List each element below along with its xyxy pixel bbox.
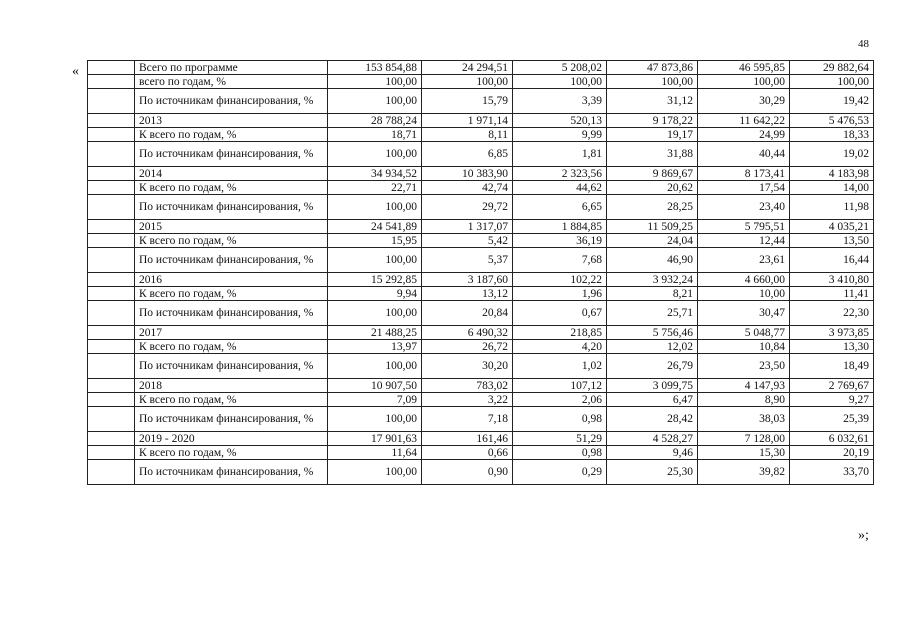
value-cell: 24 294,51 — [422, 61, 513, 75]
quote-open: « — [72, 64, 79, 79]
value-cell: 0,98 — [513, 407, 607, 432]
value-cell: 5,42 — [422, 234, 513, 248]
value-cell: 100,00 — [328, 248, 422, 273]
empty-cell — [88, 301, 135, 326]
value-cell: 28,25 — [607, 195, 698, 220]
value-cell: 520,13 — [513, 114, 607, 128]
empty-cell — [88, 432, 135, 446]
row-label: 2014 — [135, 167, 328, 181]
value-cell: 13,12 — [422, 287, 513, 301]
value-cell: 31,88 — [607, 142, 698, 167]
table-row — [88, 234, 874, 248]
empty-cell — [88, 393, 135, 407]
value-cell: 29,72 — [422, 195, 513, 220]
empty-cell — [88, 89, 135, 114]
value-cell: 11,98 — [790, 195, 874, 220]
value-cell: 8,90 — [698, 393, 790, 407]
value-cell: 23,40 — [698, 195, 790, 220]
value-cell: 18,49 — [790, 354, 874, 379]
row-label: 2017 — [135, 326, 328, 340]
value-cell: 11 642,22 — [698, 114, 790, 128]
table-row — [88, 393, 874, 407]
value-cell: 100,00 — [328, 460, 422, 485]
table-row — [88, 460, 874, 485]
table-body — [88, 61, 874, 485]
empty-cell — [88, 128, 135, 142]
value-cell: 8 173,41 — [698, 167, 790, 181]
row-label: 2019 - 2020 — [135, 432, 328, 446]
value-cell: 6 490,32 — [422, 326, 513, 340]
value-cell: 19,42 — [790, 89, 874, 114]
empty-cell — [88, 167, 135, 181]
empty-cell — [88, 195, 135, 220]
value-cell: 15,79 — [422, 89, 513, 114]
empty-cell — [88, 326, 135, 340]
table-row — [88, 75, 874, 89]
empty-cell — [88, 460, 135, 485]
value-cell: 34 934,52 — [328, 167, 422, 181]
value-cell: 25,39 — [790, 407, 874, 432]
value-cell: 6,47 — [607, 393, 698, 407]
value-cell: 8,11 — [422, 128, 513, 142]
empty-cell — [88, 340, 135, 354]
row-label: 2013 — [135, 114, 328, 128]
table-row — [88, 407, 874, 432]
value-cell: 24 541,89 — [328, 220, 422, 234]
value-cell: 7 128,00 — [698, 432, 790, 446]
value-cell: 11,41 — [790, 287, 874, 301]
value-cell: 1 971,14 — [422, 114, 513, 128]
value-cell: 26,79 — [607, 354, 698, 379]
value-cell: 5 476,53 — [790, 114, 874, 128]
value-cell: 40,44 — [698, 142, 790, 167]
value-cell: 4,20 — [513, 340, 607, 354]
table-row — [88, 195, 874, 220]
value-cell: 153 854,88 — [328, 61, 422, 75]
value-cell: 783,02 — [422, 379, 513, 393]
empty-cell — [88, 234, 135, 248]
empty-cell — [88, 181, 135, 195]
value-cell: 5 048,77 — [698, 326, 790, 340]
empty-cell — [88, 379, 135, 393]
row-label: По источникам финансирования, % — [135, 89, 328, 114]
value-cell: 161,46 — [422, 432, 513, 446]
value-cell: 100,00 — [790, 75, 874, 89]
value-cell: 100,00 — [607, 75, 698, 89]
table-row — [88, 167, 874, 181]
table-row — [88, 340, 874, 354]
table-row — [88, 142, 874, 167]
value-cell: 44,62 — [513, 181, 607, 195]
value-cell: 1 884,85 — [513, 220, 607, 234]
value-cell: 17 901,63 — [328, 432, 422, 446]
row-label: По источникам финансирования, % — [135, 195, 328, 220]
table-row — [88, 114, 874, 128]
value-cell: 100,00 — [328, 89, 422, 114]
table-row — [88, 128, 874, 142]
row-label: 2015 — [135, 220, 328, 234]
row-label: По источникам финансирования, % — [135, 460, 328, 485]
row-label: всего по годам, % — [135, 75, 328, 89]
value-cell: 3 099,75 — [607, 379, 698, 393]
value-cell: 11 509,25 — [607, 220, 698, 234]
value-cell: 9,94 — [328, 287, 422, 301]
value-cell: 28,42 — [607, 407, 698, 432]
row-label: По источникам финансирования, % — [135, 407, 328, 432]
value-cell: 218,85 — [513, 326, 607, 340]
value-cell: 5 208,02 — [513, 61, 607, 75]
value-cell: 2 323,56 — [513, 167, 607, 181]
empty-cell — [88, 61, 135, 75]
value-cell: 20,62 — [607, 181, 698, 195]
value-cell: 100,00 — [698, 75, 790, 89]
value-cell: 0,67 — [513, 301, 607, 326]
value-cell: 18,33 — [790, 128, 874, 142]
table-row — [88, 273, 874, 287]
value-cell: 25,30 — [607, 460, 698, 485]
value-cell: 10 383,90 — [422, 167, 513, 181]
value-cell: 23,61 — [698, 248, 790, 273]
value-cell: 2,06 — [513, 393, 607, 407]
value-cell: 7,18 — [422, 407, 513, 432]
row-label: По источникам финансирования, % — [135, 301, 328, 326]
value-cell: 3 932,24 — [607, 273, 698, 287]
empty-cell — [88, 407, 135, 432]
value-cell: 39,82 — [698, 460, 790, 485]
value-cell: 26,72 — [422, 340, 513, 354]
value-cell: 102,22 — [513, 273, 607, 287]
value-cell: 42,74 — [422, 181, 513, 195]
value-cell: 9,99 — [513, 128, 607, 142]
value-cell: 3 410,80 — [790, 273, 874, 287]
value-cell: 46,90 — [607, 248, 698, 273]
value-cell: 47 873,86 — [607, 61, 698, 75]
value-cell: 9,27 — [790, 393, 874, 407]
empty-cell — [88, 287, 135, 301]
row-label: К всего по годам, % — [135, 128, 328, 142]
value-cell: 4 147,93 — [698, 379, 790, 393]
value-cell: 14,00 — [790, 181, 874, 195]
value-cell: 22,30 — [790, 301, 874, 326]
value-cell: 19,17 — [607, 128, 698, 142]
table-row — [88, 181, 874, 195]
row-label: Всего по программе — [135, 61, 328, 75]
empty-cell — [88, 273, 135, 287]
value-cell: 31,12 — [607, 89, 698, 114]
value-cell: 17,54 — [698, 181, 790, 195]
table-row — [88, 379, 874, 393]
table-row — [88, 446, 874, 460]
value-cell: 46 595,85 — [698, 61, 790, 75]
value-cell: 51,29 — [513, 432, 607, 446]
value-cell: 3 973,85 — [790, 326, 874, 340]
value-cell: 0,66 — [422, 446, 513, 460]
value-cell: 11,64 — [328, 446, 422, 460]
value-cell: 100,00 — [328, 354, 422, 379]
empty-cell — [88, 220, 135, 234]
value-cell: 16,44 — [790, 248, 874, 273]
value-cell: 24,99 — [698, 128, 790, 142]
row-label: По источникам финансирования, % — [135, 142, 328, 167]
value-cell: 15,30 — [698, 446, 790, 460]
value-cell: 12,44 — [698, 234, 790, 248]
value-cell: 9,46 — [607, 446, 698, 460]
row-label: 2016 — [135, 273, 328, 287]
value-cell: 19,02 — [790, 142, 874, 167]
quote-close: »; — [858, 528, 869, 543]
value-cell: 25,71 — [607, 301, 698, 326]
empty-cell — [88, 248, 135, 273]
value-cell: 29 882,64 — [790, 61, 874, 75]
row-label: К всего по годам, % — [135, 234, 328, 248]
value-cell: 4 528,27 — [607, 432, 698, 446]
value-cell: 3 187,60 — [422, 273, 513, 287]
table-row — [88, 287, 874, 301]
value-cell: 13,50 — [790, 234, 874, 248]
value-cell: 100,00 — [328, 142, 422, 167]
empty-cell — [88, 354, 135, 379]
row-label: К всего по годам, % — [135, 446, 328, 460]
value-cell: 1,81 — [513, 142, 607, 167]
value-cell: 1,02 — [513, 354, 607, 379]
value-cell: 30,29 — [698, 89, 790, 114]
value-cell: 6,85 — [422, 142, 513, 167]
value-cell: 4 035,21 — [790, 220, 874, 234]
value-cell: 2 769,67 — [790, 379, 874, 393]
value-cell: 1 317,07 — [422, 220, 513, 234]
value-cell: 15,95 — [328, 234, 422, 248]
value-cell: 30,20 — [422, 354, 513, 379]
value-cell: 1,96 — [513, 287, 607, 301]
table-row — [88, 248, 874, 273]
row-label: 2018 — [135, 379, 328, 393]
value-cell: 9 869,67 — [607, 167, 698, 181]
value-cell: 20,19 — [790, 446, 874, 460]
value-cell: 36,19 — [513, 234, 607, 248]
row-label: К всего по годам, % — [135, 393, 328, 407]
financing-table — [87, 60, 874, 485]
value-cell: 30,47 — [698, 301, 790, 326]
value-cell: 6,65 — [513, 195, 607, 220]
empty-cell — [88, 75, 135, 89]
value-cell: 8,21 — [607, 287, 698, 301]
empty-cell — [88, 114, 135, 128]
value-cell: 23,50 — [698, 354, 790, 379]
value-cell: 5 756,46 — [607, 326, 698, 340]
value-cell: 20,84 — [422, 301, 513, 326]
value-cell: 10 907,50 — [328, 379, 422, 393]
value-cell: 100,00 — [328, 301, 422, 326]
value-cell: 0,29 — [513, 460, 607, 485]
value-cell: 5 795,51 — [698, 220, 790, 234]
value-cell: 4 183,98 — [790, 167, 874, 181]
table-row — [88, 301, 874, 326]
value-cell: 18,71 — [328, 128, 422, 142]
value-cell: 12,02 — [607, 340, 698, 354]
value-cell: 13,30 — [790, 340, 874, 354]
value-cell: 24,04 — [607, 234, 698, 248]
value-cell: 9 178,22 — [607, 114, 698, 128]
row-label: По источникам финансирования, % — [135, 354, 328, 379]
value-cell: 10,84 — [698, 340, 790, 354]
value-cell: 38,03 — [698, 407, 790, 432]
empty-cell — [88, 142, 135, 167]
row-label: К всего по годам, % — [135, 340, 328, 354]
table-row — [88, 89, 874, 114]
value-cell: 107,12 — [513, 379, 607, 393]
empty-cell — [88, 446, 135, 460]
row-label: К всего по годам, % — [135, 181, 328, 195]
value-cell: 7,09 — [328, 393, 422, 407]
value-cell: 3,39 — [513, 89, 607, 114]
value-cell: 7,68 — [513, 248, 607, 273]
value-cell: 5,37 — [422, 248, 513, 273]
table-row — [88, 326, 874, 340]
table-row — [88, 432, 874, 446]
value-cell: 0,90 — [422, 460, 513, 485]
value-cell: 15 292,85 — [328, 273, 422, 287]
value-cell: 100,00 — [422, 75, 513, 89]
row-label: К всего по годам, % — [135, 287, 328, 301]
value-cell: 10,00 — [698, 287, 790, 301]
value-cell: 100,00 — [328, 75, 422, 89]
page-number: 48 — [858, 38, 869, 50]
value-cell: 100,00 — [328, 195, 422, 220]
value-cell: 22,71 — [328, 181, 422, 195]
value-cell: 6 032,61 — [790, 432, 874, 446]
value-cell: 33,70 — [790, 460, 874, 485]
value-cell: 0,98 — [513, 446, 607, 460]
table-row — [88, 220, 874, 234]
table-row — [88, 354, 874, 379]
value-cell: 3,22 — [422, 393, 513, 407]
value-cell: 100,00 — [513, 75, 607, 89]
value-cell: 28 788,24 — [328, 114, 422, 128]
table-row — [88, 61, 874, 75]
value-cell: 13,97 — [328, 340, 422, 354]
value-cell: 21 488,25 — [328, 326, 422, 340]
value-cell: 100,00 — [328, 407, 422, 432]
row-label: По источникам финансирования, % — [135, 248, 328, 273]
value-cell: 4 660,00 — [698, 273, 790, 287]
